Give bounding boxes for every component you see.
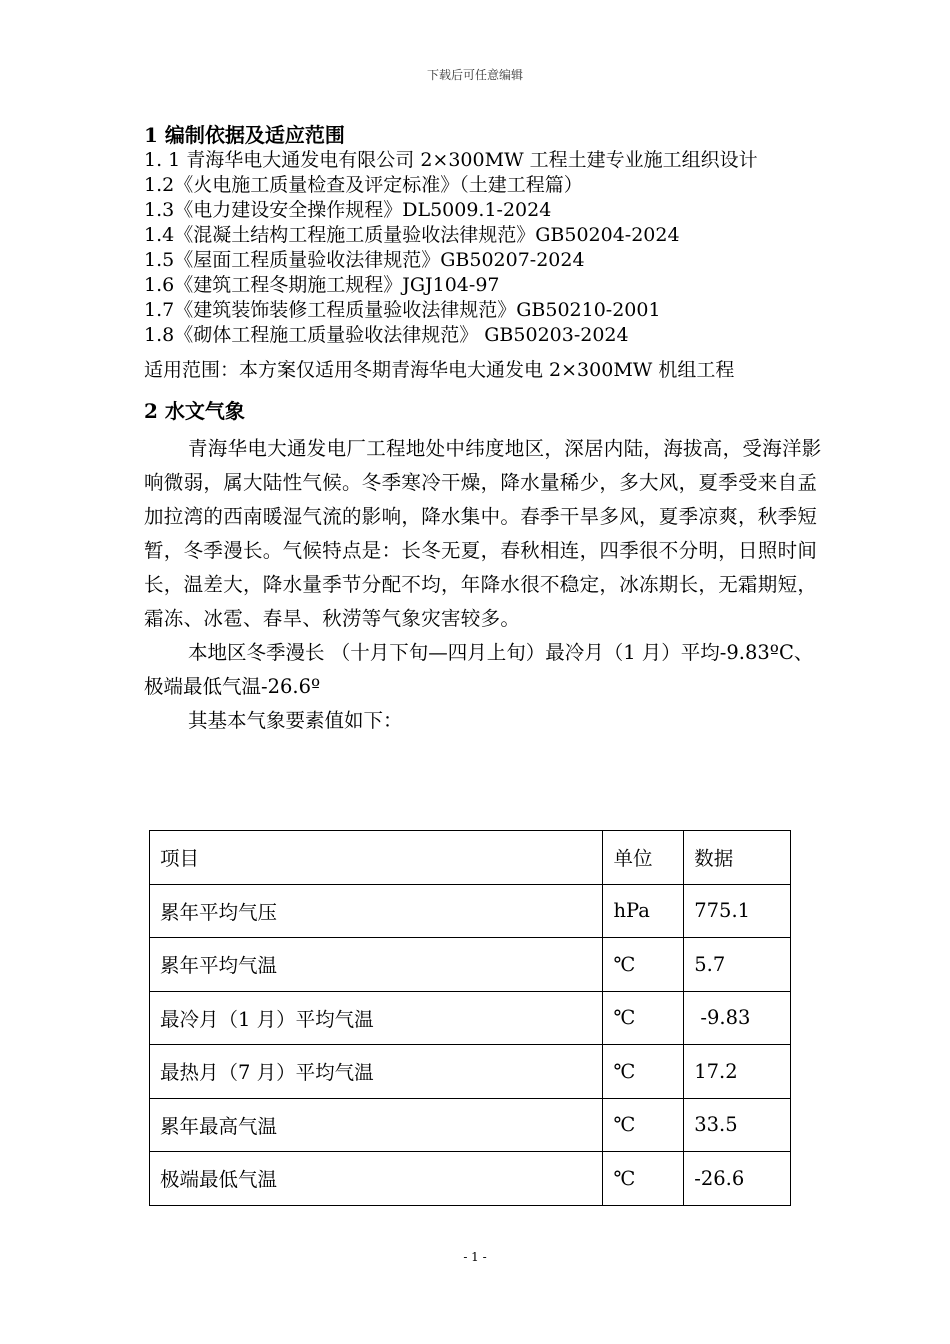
table-cell: 累年平均气压	[150, 884, 603, 938]
reference-list	[144, 148, 824, 348]
page-number: - 1 -	[463, 1250, 487, 1264]
reference-item: 1.8《砌体工程施工质量验收法律规范》 GB50203-2024	[144, 324, 629, 346]
weather-table	[149, 830, 791, 1206]
table-cell: -9.83	[684, 991, 791, 1045]
winter-paragraph: 本地区冬季漫长 （十月下旬—四月上旬）最冷月（1 月）平均-9.83ºC、极端最低气温-26.6º	[144, 641, 814, 698]
document-body	[144, 122, 824, 738]
scope-statement: 适用范围：本方案仅适用冬期青海华电大通发电 2×300MW 机组工程	[144, 359, 735, 381]
table-row	[150, 1152, 791, 1206]
section-2-title: 2 水文气象	[144, 399, 245, 423]
table-cell: 极端最低气温	[150, 1152, 603, 1206]
table-row	[150, 1045, 791, 1099]
table-cell: ℃	[603, 991, 684, 1045]
table-row	[150, 938, 791, 992]
section-1-title: 1 编制依据及适应范围	[144, 123, 345, 147]
page-header: 下载后可任意编辑	[426, 68, 523, 82]
table-cell: 最冷月（1 月）平均气温	[150, 991, 603, 1045]
table-cell: -26.6	[684, 1152, 791, 1206]
table-cell: 5.7	[684, 938, 791, 992]
column-header: 项目	[150, 831, 603, 885]
table-cell: ℃	[603, 938, 684, 992]
table-cell: 775.1	[684, 884, 791, 938]
reference-item: 1.5《屋面工程质量验收法律规范》GB50207-2024	[144, 249, 585, 271]
table-row	[150, 884, 791, 938]
reference-item: 1.6《建筑工程冬期施工规程》JGJ104-97	[144, 274, 500, 296]
table-intro: 其基本气象要素值如下：	[188, 709, 403, 732]
reference-item: 1.7《建筑装饰装修工程质量验收法律规范》GB50210-2001	[144, 299, 661, 321]
table-cell: 17.2	[684, 1045, 791, 1099]
table-cell: ℃	[603, 1045, 684, 1099]
table-cell: 33.5	[684, 1098, 791, 1152]
reference-item: 1.3《电力建设安全操作规程》DL5009.1-2024	[144, 199, 552, 221]
table-cell: ℃	[603, 1098, 684, 1152]
climate-paragraph: 青海华电大通发电厂工程地处中纬度地区，深居内陆，海拔高，受海洋影响微弱，属大陆性气候。冬季寒冷干燥，降水量稀少，多大风，夏季受来自孟加拉湾的西南暖湿气流的影响，降水集中。春季干旱多风，夏季凉爽，秋季短暂，冬季漫长。气候特点是：长冬无夏，春秋相连，四季很不分明，日照时间长，温差大，降水量季节分配不均，年降水很不稳定，冰冻期长，无霜期短，霜冻、冰雹、春旱、秋涝等气象灾害较多。	[144, 437, 822, 630]
table-cell: ℃	[603, 1152, 684, 1206]
table-cell: 累年最高气温	[150, 1098, 603, 1152]
table-row	[150, 991, 791, 1045]
reference-item: 1.2《火电施工质量检查及评定标准》（土建工程篇）	[144, 174, 583, 196]
table-row	[150, 1098, 791, 1152]
column-header: 单位	[603, 831, 684, 885]
table-cell: hPa	[603, 884, 684, 938]
table-cell: 最热月（7 月）平均气温	[150, 1045, 603, 1099]
reference-item: 1. 1 青海华电大通发电有限公司 2×300MW 工程土建专业施工组织设计	[144, 149, 758, 171]
table-header-row	[150, 831, 791, 885]
table-cell: 累年平均气温	[150, 938, 603, 992]
reference-item: 1.4《混凝土结构工程施工质量验收法律规范》GB50204-2024	[144, 224, 680, 246]
column-header: 数据	[684, 831, 791, 885]
